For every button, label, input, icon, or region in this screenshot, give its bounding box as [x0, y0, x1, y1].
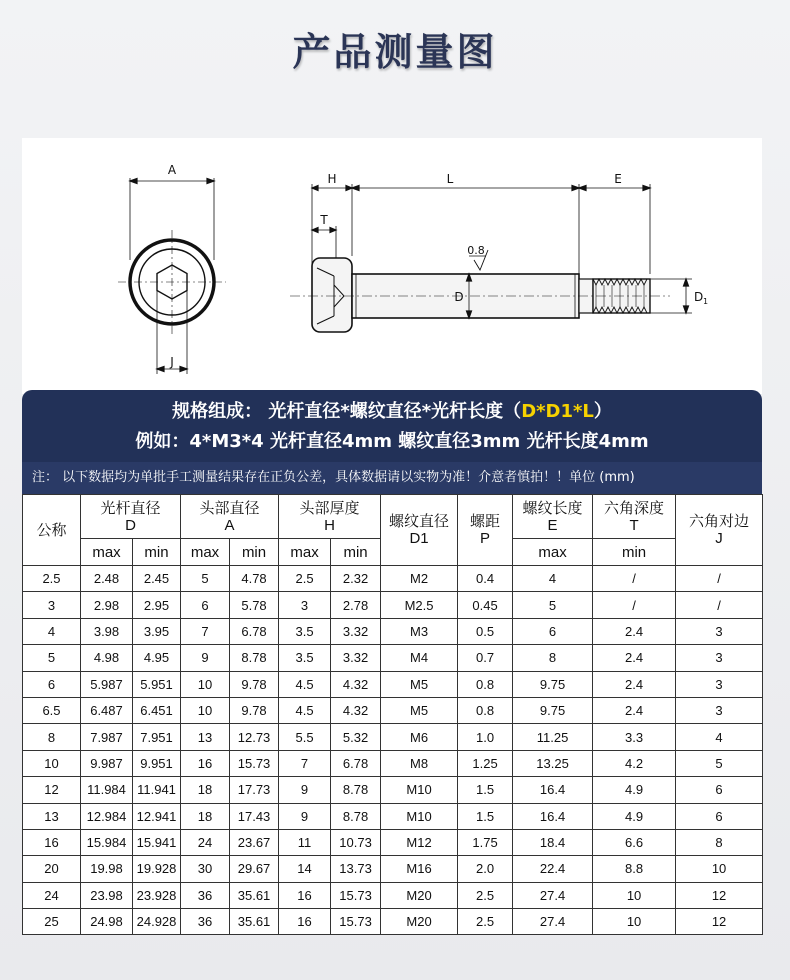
cell-head-dia-max: 24 — [181, 829, 230, 855]
cell-head-dia-max: 36 — [181, 882, 230, 908]
cell-head-dia-min: 23.67 — [230, 829, 279, 855]
cell-shaft-min: 12.941 — [133, 803, 181, 829]
cell-thread-dia: M5 — [381, 697, 458, 723]
cell-head-dia-min: 17.43 — [230, 803, 279, 829]
cell-thread-dia: M16 — [381, 856, 458, 882]
cell-hex-af: 3 — [676, 697, 763, 723]
cell-pitch: 0.4 — [458, 566, 513, 592]
cell-hex-af: 12 — [676, 882, 763, 908]
cell-shaft-min: 2.45 — [133, 566, 181, 592]
table-row — [23, 882, 763, 908]
cell-pitch: 0.45 — [458, 592, 513, 618]
cell-nominal: 24 — [23, 882, 81, 908]
table-row — [23, 671, 763, 697]
cell-shaft-min: 23.928 — [133, 882, 181, 908]
header-hex-depth-label: 六角深度 — [604, 499, 665, 517]
cell-shaft-max: 4.98 — [81, 645, 133, 671]
table-row — [23, 566, 763, 592]
cell-thread-len: 5 — [513, 592, 593, 618]
header-head-diameter-symbol: A — [224, 516, 235, 534]
cell-head-dia-min: 8.78 — [230, 645, 279, 671]
cell-head-thk-max: 9 — [279, 777, 331, 803]
cell-pitch: 1.75 — [458, 829, 513, 855]
cell-head-thk-max: 16 — [279, 882, 331, 908]
cell-head-thk-max: 3.5 — [279, 645, 331, 671]
cell-thread-len: 27.4 — [513, 882, 593, 908]
cell-hex-af: 4 — [676, 724, 763, 750]
header-shaft-diameter-symbol: D — [125, 516, 136, 534]
spec-example-line: 例如：4*M3*4 光杆直径4mm 螺纹直径3mm 光杆长度4mm — [135, 431, 649, 452]
cell-head-dia-max: 5 — [181, 566, 230, 592]
table-row — [23, 645, 763, 671]
cell-pitch: 2.5 — [458, 882, 513, 908]
cell-head-thk-max: 5.5 — [279, 724, 331, 750]
dim-label-l: L — [446, 172, 454, 186]
cell-shaft-min: 9.951 — [133, 750, 181, 776]
header-head-thickness — [279, 495, 381, 539]
table-row — [23, 909, 763, 935]
header-head-thickness-label: 头部厚度 — [299, 499, 360, 517]
cell-head-dia-max: 6 — [181, 592, 230, 618]
header-head-diameter-label: 头部直径 — [199, 499, 260, 517]
cell-head-dia-max: 9 — [181, 645, 230, 671]
header-thread-length-symbol: E — [547, 516, 558, 534]
cell-thread-dia: M10 — [381, 777, 458, 803]
header-thread-diameter — [381, 495, 458, 566]
cell-head-thk-min: 5.32 — [331, 724, 381, 750]
cell-head-thk-max: 11 — [279, 829, 331, 855]
side-view — [290, 184, 692, 332]
cell-pitch: 0.8 — [458, 697, 513, 723]
cell-hex-depth: 2.4 — [593, 671, 676, 697]
cell-head-dia-min: 9.78 — [230, 697, 279, 723]
cell-hex-depth: 6.6 — [593, 829, 676, 855]
cell-head-thk-min: 3.32 — [331, 618, 381, 644]
dim-label-d: D — [454, 290, 464, 304]
cell-shaft-max: 2.98 — [81, 592, 133, 618]
cell-head-thk-min: 4.32 — [331, 671, 381, 697]
spec-table-body — [23, 566, 763, 935]
cell-head-thk-min: 6.78 — [331, 750, 381, 776]
cell-shaft-max: 2.48 — [81, 566, 133, 592]
bolt-diagram-svg — [22, 138, 762, 394]
cell-shaft-max: 3.98 — [81, 618, 133, 644]
cell-hex-depth: 4.9 — [593, 777, 676, 803]
cell-thread-len: 8 — [513, 645, 593, 671]
cell-shaft-min: 5.951 — [133, 671, 181, 697]
cell-hex-af: 8 — [676, 829, 763, 855]
spec-banner — [22, 390, 762, 462]
dim-label-h: H — [327, 172, 337, 186]
cell-hex-af: 3 — [676, 671, 763, 697]
header-pitch-label: 螺距 — [470, 513, 501, 530]
cell-head-thk-min: 2.32 — [331, 566, 381, 592]
table-row — [23, 777, 763, 803]
cell-head-thk-min: 13.73 — [331, 856, 381, 882]
cell-hex-depth: / — [593, 566, 676, 592]
subheader-shaft-max: max — [81, 539, 133, 566]
cell-nominal: 25 — [23, 909, 81, 935]
dim-label-d1-subscript: 1 — [703, 297, 709, 306]
cell-nominal: 10 — [23, 750, 81, 776]
cell-thread-dia: M20 — [381, 909, 458, 935]
dim-label-j: J — [170, 355, 174, 369]
dim-label-a: A — [167, 163, 177, 177]
cell-hex-depth: 4.2 — [593, 750, 676, 776]
cell-shaft-min: 19.928 — [133, 856, 181, 882]
cell-thread-len: 13.25 — [513, 750, 593, 776]
cell-shaft-max: 12.984 — [81, 803, 133, 829]
cell-nominal: 2.5 — [23, 566, 81, 592]
cell-thread-len: 6 — [513, 618, 593, 644]
cell-pitch: 1.5 — [458, 777, 513, 803]
page-title: 产品测量图 — [292, 30, 498, 74]
cell-thread-len: 22.4 — [513, 856, 593, 882]
table-row — [23, 803, 763, 829]
cell-head-thk-max: 9 — [279, 803, 331, 829]
cell-shaft-min: 2.95 — [133, 592, 181, 618]
cell-hex-depth: 2.4 — [593, 697, 676, 723]
cell-shaft-min: 11.941 — [133, 777, 181, 803]
cell-hex-af: 5 — [676, 750, 763, 776]
cell-nominal: 5 — [23, 645, 81, 671]
spec-format-highlight: D*D1*L — [521, 401, 594, 422]
cell-head-dia-max: 16 — [181, 750, 230, 776]
cell-pitch: 0.5 — [458, 618, 513, 644]
cell-hex-af: 12 — [676, 909, 763, 935]
cell-hex-af: / — [676, 592, 763, 618]
cell-shaft-max: 6.487 — [81, 697, 133, 723]
cell-hex-depth: 8.8 — [593, 856, 676, 882]
header-hex-across-flats — [676, 495, 763, 566]
cell-hex-af: 6 — [676, 777, 763, 803]
table-row — [23, 724, 763, 750]
cell-head-dia-min: 29.67 — [230, 856, 279, 882]
cell-head-thk-min: 15.73 — [331, 909, 381, 935]
header-thread-length — [513, 495, 593, 539]
cell-shaft-min: 24.928 — [133, 909, 181, 935]
cell-thread-len: 4 — [513, 566, 593, 592]
cell-shaft-min: 3.95 — [133, 618, 181, 644]
cell-head-thk-min: 3.32 — [331, 645, 381, 671]
cell-nominal: 6.5 — [23, 697, 81, 723]
technical-drawing — [22, 138, 762, 394]
cell-hex-depth: 2.4 — [593, 645, 676, 671]
cell-head-dia-max: 18 — [181, 803, 230, 829]
cell-shaft-min: 15.941 — [133, 829, 181, 855]
header-thread-diameter-label: 螺纹直径 — [389, 513, 450, 530]
cell-thread-dia: M6 — [381, 724, 458, 750]
table-row — [23, 829, 763, 855]
cell-shaft-max: 5.987 — [81, 671, 133, 697]
cell-head-thk-max: 7 — [279, 750, 331, 776]
cell-thread-dia: M12 — [381, 829, 458, 855]
table-row — [23, 592, 763, 618]
cell-shaft-max: 7.987 — [81, 724, 133, 750]
cell-head-dia-max: 10 — [181, 671, 230, 697]
table-row — [23, 750, 763, 776]
cell-shaft-max: 19.98 — [81, 856, 133, 882]
cell-thread-dia: M10 — [381, 803, 458, 829]
spec-format-line — [22, 398, 762, 426]
header-hex-across-flats-label: 六角对边 — [689, 513, 750, 530]
cell-shaft-max: 24.98 — [81, 909, 133, 935]
cell-head-dia-max: 18 — [181, 777, 230, 803]
header-hex-depth — [593, 495, 676, 539]
cell-head-dia-min: 35.61 — [230, 909, 279, 935]
end-view — [118, 178, 226, 374]
cell-hex-depth: 10 — [593, 882, 676, 908]
cell-head-thk-min: 8.78 — [331, 777, 381, 803]
cell-hex-af: 6 — [676, 803, 763, 829]
cell-nominal: 20 — [23, 856, 81, 882]
table-row — [23, 618, 763, 644]
cell-hex-af: / — [676, 566, 763, 592]
spec-format-end: ） — [593, 401, 612, 422]
cell-shaft-max: 15.984 — [81, 829, 133, 855]
spec-format-text: 规格组成： 光杆直径*螺纹直径*光杆长度（ — [172, 401, 522, 422]
cell-head-dia-max: 10 — [181, 697, 230, 723]
cell-pitch: 1.0 — [458, 724, 513, 750]
dim-label-d1: D — [694, 290, 704, 304]
cell-nominal: 6 — [23, 671, 81, 697]
note-bar: 注： 以下数据均为单批手工测量结果存在正负公差，具体数据请以实物为准！介意者慎拍！！单位 (mm) — [22, 462, 762, 494]
cell-head-dia-max: 7 — [181, 618, 230, 644]
cell-head-thk-min: 2.78 — [331, 592, 381, 618]
cell-head-dia-min: 17.73 — [230, 777, 279, 803]
cell-head-dia-max: 36 — [181, 909, 230, 935]
cell-head-dia-min: 15.73 — [230, 750, 279, 776]
cell-head-dia-min: 35.61 — [230, 882, 279, 908]
cell-hex-af: 3 — [676, 645, 763, 671]
spec-table — [22, 494, 763, 935]
cell-pitch: 1.25 — [458, 750, 513, 776]
cell-shaft-max: 9.987 — [81, 750, 133, 776]
cell-head-dia-min: 6.78 — [230, 618, 279, 644]
header-nominal: 公称 — [23, 495, 81, 566]
cell-head-dia-min: 12.73 — [230, 724, 279, 750]
header-head-thickness-symbol: H — [324, 516, 335, 534]
cell-head-thk-min: 4.32 — [331, 697, 381, 723]
cell-thread-dia: M4 — [381, 645, 458, 671]
cell-thread-len: 18.4 — [513, 829, 593, 855]
cell-nominal: 4 — [23, 618, 81, 644]
cell-shaft-min: 6.451 — [133, 697, 181, 723]
subheader-thread-len-max: max — [513, 539, 593, 566]
cell-head-dia-max: 13 — [181, 724, 230, 750]
header-hex-depth-symbol: T — [629, 516, 639, 534]
cell-thread-dia: M8 — [381, 750, 458, 776]
cell-head-thk-max: 3 — [279, 592, 331, 618]
cell-pitch: 2.0 — [458, 856, 513, 882]
cell-thread-dia: M3 — [381, 618, 458, 644]
subheader-head-dia-max: max — [181, 539, 230, 566]
cell-thread-dia: M2 — [381, 566, 458, 592]
cell-pitch: 1.5 — [458, 803, 513, 829]
cell-head-dia-max: 30 — [181, 856, 230, 882]
cell-thread-len: 9.75 — [513, 697, 593, 723]
cell-hex-af: 10 — [676, 856, 763, 882]
cell-head-thk-min: 10.73 — [331, 829, 381, 855]
cell-thread-len: 11.25 — [513, 724, 593, 750]
cell-hex-depth: 10 — [593, 909, 676, 935]
cell-head-thk-max: 4.5 — [279, 671, 331, 697]
cell-head-dia-min: 9.78 — [230, 671, 279, 697]
subheader-head-thk-max: max — [279, 539, 331, 566]
dim-label-t: T — [320, 213, 328, 227]
cell-head-dia-min: 5.78 — [230, 592, 279, 618]
cell-head-thk-max: 3.5 — [279, 618, 331, 644]
cell-head-thk-max: 16 — [279, 909, 331, 935]
cell-shaft-max: 11.984 — [81, 777, 133, 803]
dim-label-e: E — [614, 172, 622, 186]
cell-thread-len: 27.4 — [513, 909, 593, 935]
cell-head-thk-max: 2.5 — [279, 566, 331, 592]
cell-thread-dia: M5 — [381, 671, 458, 697]
cell-thread-dia: M2.5 — [381, 592, 458, 618]
header-pitch-symbol: P — [480, 530, 491, 547]
cell-pitch: 0.8 — [458, 671, 513, 697]
header-shaft-diameter-label: 光杆直径 — [100, 499, 161, 517]
cell-head-thk-max: 4.5 — [279, 697, 331, 723]
cell-nominal: 8 — [23, 724, 81, 750]
header-thread-length-label: 螺纹长度 — [522, 499, 583, 517]
cell-shaft-min: 7.951 — [133, 724, 181, 750]
cell-nominal: 16 — [23, 829, 81, 855]
cell-nominal: 13 — [23, 803, 81, 829]
cell-nominal: 3 — [23, 592, 81, 618]
cell-shaft-min: 4.95 — [133, 645, 181, 671]
header-shaft-diameter — [81, 495, 181, 539]
cell-pitch: 2.5 — [458, 909, 513, 935]
cell-thread-len: 16.4 — [513, 803, 593, 829]
cell-hex-depth: 4.9 — [593, 803, 676, 829]
cell-hex-depth: / — [593, 592, 676, 618]
header-pitch — [458, 495, 513, 566]
table-row — [23, 856, 763, 882]
roughness-label: 0.8 — [467, 244, 485, 257]
cell-hex-depth: 3.3 — [593, 724, 676, 750]
subheader-shaft-min: min — [133, 539, 181, 566]
header-head-diameter — [181, 495, 279, 539]
subheader-hex-depth-min: min — [593, 539, 676, 566]
header-hex-across-flats-symbol: J — [715, 530, 723, 547]
cell-thread-len: 9.75 — [513, 671, 593, 697]
cell-hex-depth: 2.4 — [593, 618, 676, 644]
cell-shaft-max: 23.98 — [81, 882, 133, 908]
cell-pitch: 0.7 — [458, 645, 513, 671]
cell-thread-dia: M20 — [381, 882, 458, 908]
cell-nominal: 12 — [23, 777, 81, 803]
subheader-head-dia-min: min — [230, 539, 279, 566]
header-thread-diameter-symbol: D1 — [409, 530, 429, 547]
subheader-head-thk-min: min — [331, 539, 381, 566]
cell-hex-af: 3 — [676, 618, 763, 644]
cell-thread-len: 16.4 — [513, 777, 593, 803]
cell-head-dia-min: 4.78 — [230, 566, 279, 592]
cell-head-thk-min: 8.78 — [331, 803, 381, 829]
cell-head-thk-max: 14 — [279, 856, 331, 882]
cell-head-thk-min: 15.73 — [331, 882, 381, 908]
table-row — [23, 697, 763, 723]
